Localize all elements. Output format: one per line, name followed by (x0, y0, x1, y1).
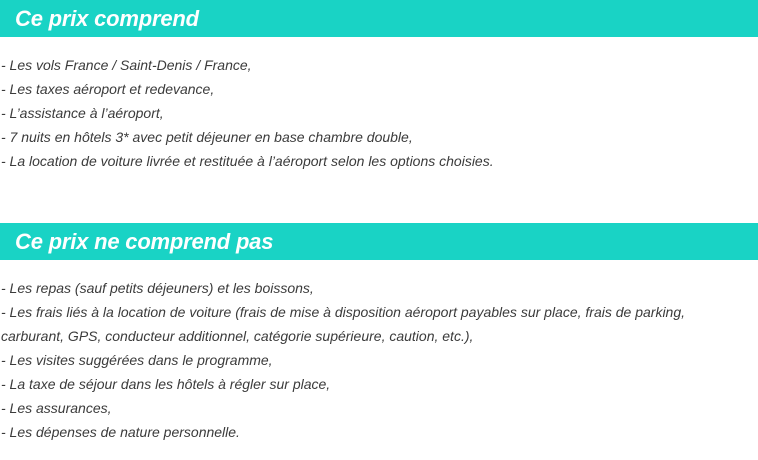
list-item: - Les dépenses de nature personnelle. (1, 424, 240, 440)
included-title: Ce prix comprend (15, 6, 199, 31)
list-item: - 7 nuits en hôtels 3* avec petit déjeuner en base chambre double, (1, 129, 413, 145)
list-item: - Les vols France / Saint-Denis / France, (1, 57, 252, 73)
list-item: - L’assistance à l’aéroport, (1, 105, 164, 121)
excluded-list (0, 260, 758, 444)
excluded-title: Ce prix ne comprend pas (15, 229, 274, 254)
list-item: - Les visites suggérées dans le programme, (1, 352, 273, 368)
section-included (0, 0, 758, 173)
excluded-banner (0, 223, 758, 260)
section-excluded (0, 223, 758, 444)
list-item: - Les frais liés à la location de voiture (frais de mise à disposition aéroport payables sur place, frais de parking, carburant, GPS, conducteur additionnel, catégorie supérieure, caution, etc.), (1, 304, 686, 344)
list-item: - Les taxes aéroport et redevance, (1, 81, 215, 97)
list-item: - Les assurances, (1, 400, 112, 416)
included-list (0, 37, 758, 173)
list-item: - La location de voiture livrée et restituée à l’aéroport selon les options choisies. (1, 153, 494, 169)
list-item: - La taxe de séjour dans les hôtels à régler sur place, (1, 376, 331, 392)
list-item: - Les repas (sauf petits déjeuners) et les boissons, (1, 280, 314, 296)
included-banner (0, 0, 758, 37)
